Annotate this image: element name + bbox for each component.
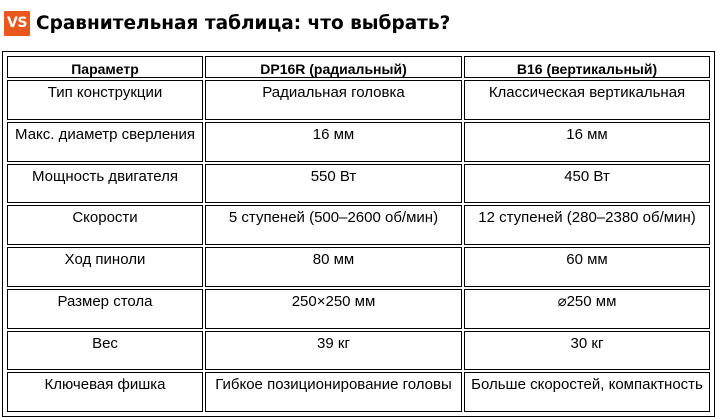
header-b16: B16 (вертикальный)	[464, 56, 710, 78]
b16-value: Больше скоростей, компактность	[464, 372, 710, 412]
table-row	[7, 122, 710, 162]
dp16r-value: 5 ступеней (500–2600 об/мин)	[205, 205, 462, 245]
page-title: Сравнительная таблица: что выбрать?	[36, 12, 451, 34]
row-label: Тип конструкции	[7, 80, 203, 120]
row-label: Ключевая фишка	[7, 372, 203, 412]
row-label: Мощность двигателя	[7, 164, 203, 204]
header-dp16r: DP16R (радиальный)	[205, 56, 462, 78]
dp16r-value: 250×250 мм	[205, 289, 462, 329]
row-label: Ход пиноли	[7, 247, 203, 287]
b16-value: 16 мм	[464, 122, 710, 162]
b16-value: 12 ступеней (280–2380 об/мин)	[464, 205, 710, 245]
header-parameter: Параметр	[7, 56, 203, 78]
comparison-table-frame	[2, 51, 715, 417]
table-row	[7, 289, 710, 329]
table-row	[7, 80, 710, 120]
dp16r-value: Гибкое позиционирование головы	[205, 372, 462, 412]
b16-value: Классическая вертикальная	[464, 80, 710, 120]
b16-value: 30 кг	[464, 331, 710, 371]
table-row	[7, 331, 710, 371]
row-label: Размер стола	[7, 289, 203, 329]
b16-value: 450 Вт	[464, 164, 710, 204]
table-row	[7, 164, 710, 204]
row-label: Вес	[7, 331, 203, 371]
dp16r-value: 16 мм	[205, 122, 462, 162]
vs-logo-icon: VS	[4, 11, 30, 36]
dp16r-value: Радиальная головка	[205, 80, 462, 120]
table-row	[7, 205, 710, 245]
table-row	[7, 247, 710, 287]
table-row	[7, 372, 710, 412]
dp16r-value: 550 Вт	[205, 164, 462, 204]
table-header-row	[7, 56, 710, 78]
dp16r-value: 39 кг	[205, 331, 462, 371]
b16-value: 60 мм	[464, 247, 710, 287]
row-label: Скорости	[7, 205, 203, 245]
comparison-table	[5, 54, 712, 414]
b16-value: ⌀250 мм	[464, 289, 710, 329]
row-label: Макс. диаметр сверления	[7, 122, 203, 162]
dp16r-value: 80 мм	[205, 247, 462, 287]
page-header	[4, 9, 450, 37]
